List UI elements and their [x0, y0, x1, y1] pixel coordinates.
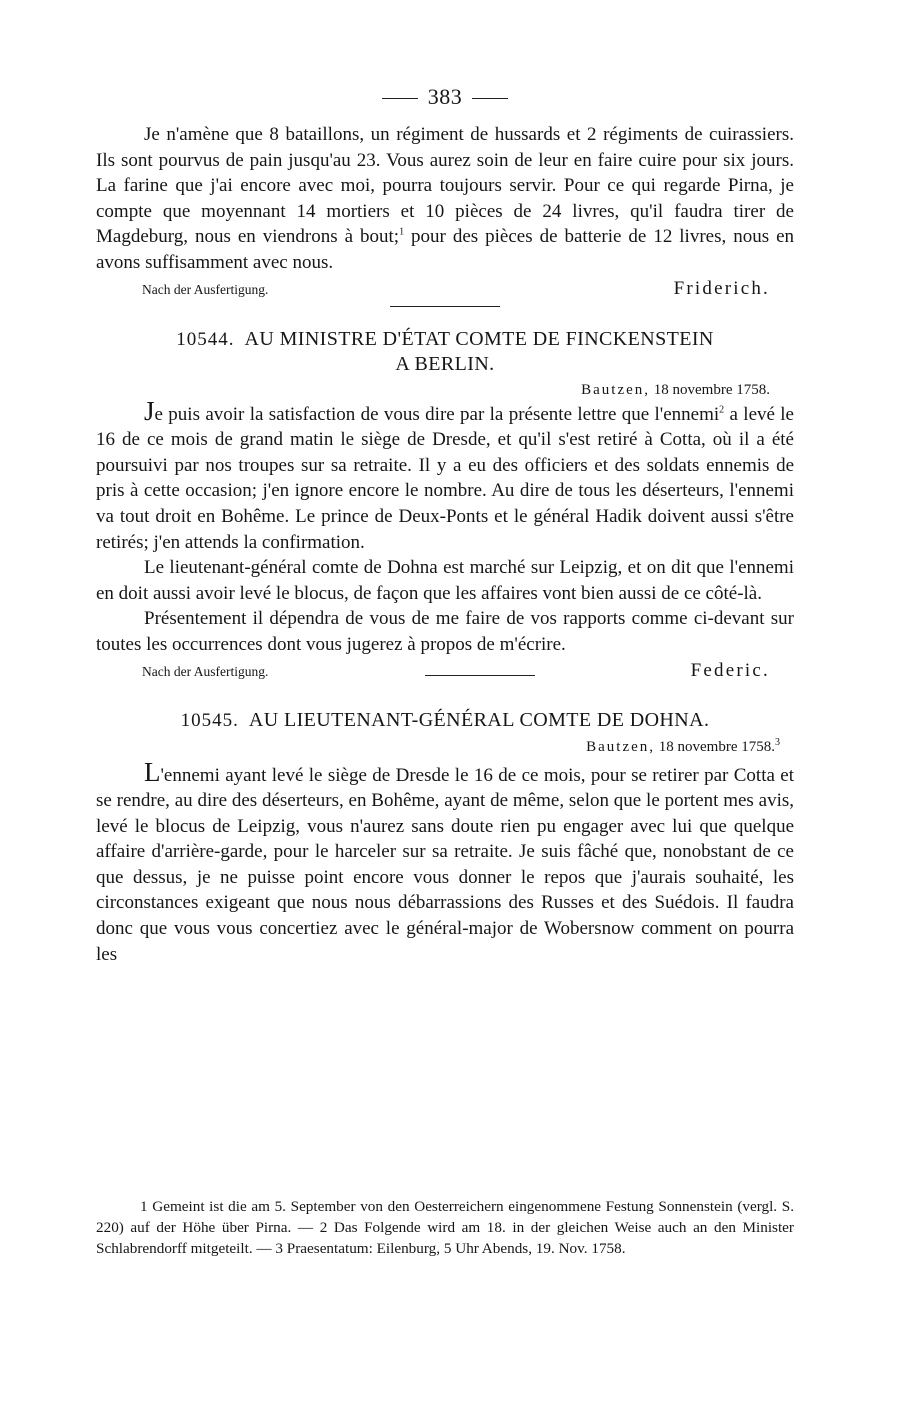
letter-date: 18 novembre 1758. — [653, 381, 770, 398]
footnote-2: Das Folgende wird am 18. in der gleichen Weise auch an den Minister Schlabrendorff mitgeteilt. — — [96, 1219, 794, 1257]
letter-dateline — [96, 382, 770, 399]
letter-dateline — [96, 736, 780, 756]
page-number: 383 — [427, 84, 463, 109]
letter-title-line2: A BERLIN. — [395, 352, 495, 375]
letter-paragraph: Présentement il dépendra de vous de me faire de vos rapports comme ci-devant sur toutes les occurrences dont vous jugerez à propos de m'écrire. — [96, 608, 794, 655]
letter-paragraph — [96, 395, 794, 556]
letter-paragraph: Le lieutenant-général comte de Dohna est marché sur Leipzig, et on dit que l'ennemi en doit aussi avoir levé le blocus, de façon que les affaires vont bien aussi de ce côté-là. — [96, 557, 794, 604]
letter-place: Bautzen, — [581, 381, 651, 398]
footnote-ref-3: 3 — [775, 736, 780, 748]
letter-date: 18 novembre 1758. — [658, 738, 775, 755]
continuation-paragraph — [96, 122, 794, 276]
footnote-mark-3: 3 — [275, 1240, 283, 1257]
source-note: Nach der Ausfertigung. — [142, 663, 269, 679]
footnote-ref-2: 2 — [719, 404, 725, 416]
letter-heading — [96, 327, 794, 376]
continuation-text: Je n'amène que 8 bataillons, un régiment de hussards et 2 régiments de cuirassiers. Ils sont pourvus de pain jusqu'au 23. Vous aurez soin de leur en faire cuire pour six jours. La farine que j'ai encore avec moi, pourra toujours servir. Pour ce qui regarde Pirna, je compte que moyennant 14 mortiers et 10 pièces de 24 livres, qu'il faudra tirer de Magdeburg, nous en viendrons à bout; — [96, 124, 794, 248]
section-divider — [425, 675, 535, 676]
page-content — [96, 84, 794, 967]
letter-place: Bautzen, — [586, 738, 656, 755]
letter-title: AU MINISTRE D'ÉTAT COMTE DE FINCKENSTEIN — [244, 327, 714, 350]
signature: Federic. — [690, 659, 770, 681]
letter-number: 10545. — [180, 709, 239, 731]
paragraph-text: e puis avoir la satisfaction de vous dire par la présente lettre que l'ennemi — [154, 403, 720, 425]
paragraph-text: a levé le 16 de ce mois de grand matin le siège de Dresde, et qu'il s'est retiré à Cotta, où il a été poursuivi par nos troupes sur sa retraite. Il y a eu des officiers et des soldats ennemis de pris à cette occasion; j'en ignore encore le nombre. Au dire de tous les déserteurs, l'ennemi va tout droit en Bohême. Le prince de Deux-Ponts et le général Hadik doivent aussi s'être retirés; j'en attends la confirmation. — [96, 403, 794, 553]
letter-heading — [96, 708, 794, 733]
footnote-mark-2: 2 — [319, 1219, 328, 1236]
page-header — [96, 84, 794, 110]
paragraph-text: 'ennemi ayant levé le siège de Dresde le 16 de ce mois, pour se retirer par Cotta et se rendre, au dire des déserteurs, en Bohême, ayant de même, selon que le portent mes avis, levé le blocus de Leipzig, vous n'aurez sans doute rien pu engager avec lui que quelque affaire d'arrière-garde, pour le harceler sur sa retraite. Je suis fâché que, nonobstant de ce que dessus, je ne puisse point encore vous donner le repos que j'aurais souhaité, les circonstances exigeant que nous nous débarrassions des Russes et des Suédois. Il faudra donc que vous vous concertiez avec le général-major de Wobersnow comment on pourra les — [96, 764, 794, 965]
footnotes — [96, 1196, 794, 1259]
letter-number: 10544. — [176, 328, 235, 350]
signature: Friderich. — [673, 277, 770, 299]
source-note: Nach der Ausfertigung. — [142, 281, 269, 297]
letter-title: AU LIEUTENANT-GÉNÉRAL COMTE DE DOHNA. — [248, 708, 710, 731]
footnote-3: Praesentatum: Eilenburg, 5 Uhr Abends, 19. Nov. 1758. — [283, 1240, 626, 1257]
continuation-signature-row — [96, 278, 794, 300]
footnote-1: Gemeint ist die am 5. September von den Oesterreichern eingenommene Festung Sonnenstein (vergl. S. 220) auf der Höhe über Pirna. — — [96, 1198, 794, 1236]
footnote-ref-1: 1 — [399, 227, 405, 239]
drop-cap: J — [144, 395, 155, 426]
header-dash-left — [382, 98, 418, 99]
letter-signature-row — [96, 660, 794, 682]
footnote-text — [96, 1196, 794, 1259]
letter-paragraph — [96, 756, 794, 968]
drop-cap: L — [144, 756, 161, 787]
footnote-mark-1: 1 — [140, 1198, 148, 1215]
continuation-text-after: pour des pièces de batterie de 12 livres, nous en avons suffisamment avec nous. — [96, 226, 795, 273]
header-dash-right — [472, 98, 508, 99]
section-divider — [390, 306, 500, 307]
